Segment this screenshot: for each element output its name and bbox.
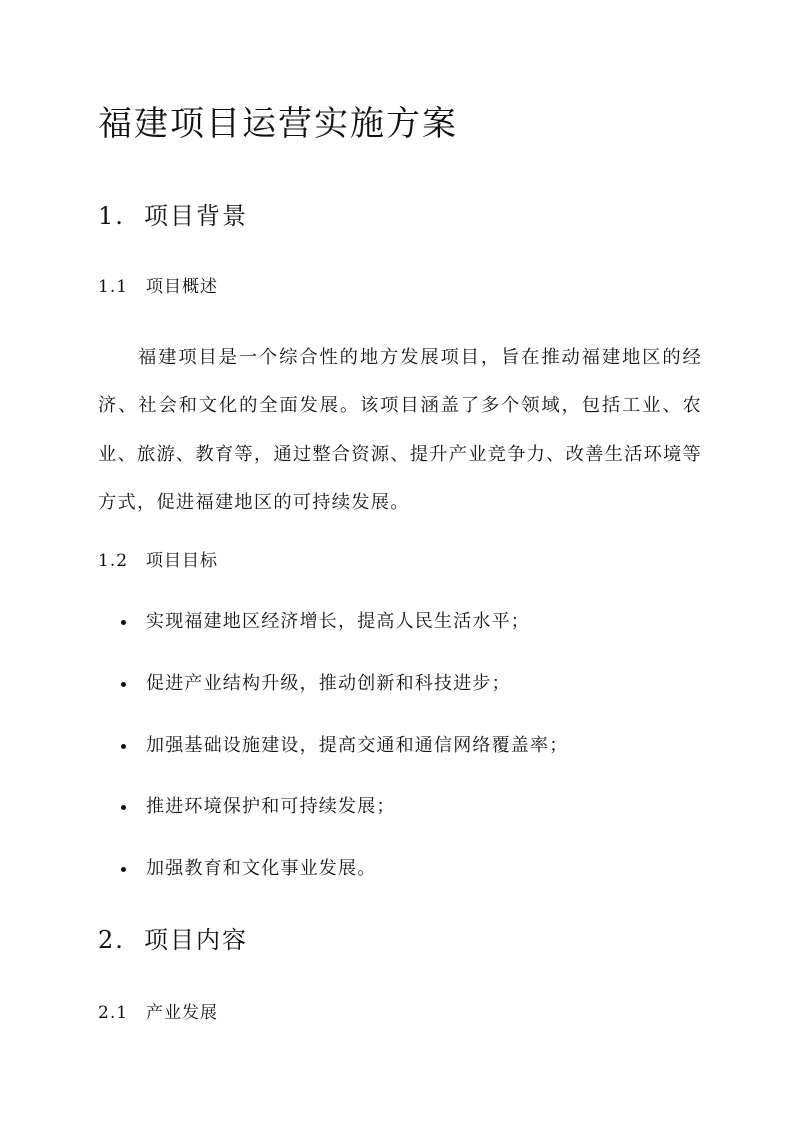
section-heading-project-background [98, 196, 248, 231]
list-item [98, 728, 568, 790]
subsection-title: 项目目标 [146, 551, 218, 571]
list-item-text: 加强基础设施建设，提高交通和通信网络覆盖率； [146, 734, 569, 756]
list-item [98, 604, 568, 666]
section-number: 2. [98, 926, 125, 954]
list-item [98, 789, 568, 851]
bullet-dot-icon [121, 867, 126, 872]
list-item-text: 促进产业结构升级，推动创新和科技进步； [146, 672, 511, 694]
bullet-dot-icon [121, 682, 126, 687]
bullet-dot-icon [121, 744, 126, 749]
subsection-number: 1.2 [98, 551, 129, 571]
document-title: 福建项目运营实施方案 [98, 104, 458, 144]
list-item-text: 加强教育和文化事业发展。 [146, 858, 377, 880]
list-item-text: 实现福建地区经济增长，提高人民生活水平； [146, 611, 530, 632]
list-item-text: 推进环境保护和可持续发展； [146, 796, 396, 818]
section-title: 项目内容 [144, 926, 248, 954]
bullet-dot-icon [121, 620, 126, 625]
subsection-heading-objectives [98, 546, 218, 571]
subsection-number: 2.1 [98, 1003, 129, 1023]
section-heading-project-content [98, 920, 248, 955]
list-item [98, 666, 568, 728]
section-title: 项目背景 [144, 202, 248, 230]
subsection-title: 项目概述 [146, 277, 218, 297]
objectives-list [98, 604, 568, 913]
subsection-heading-industry-development [98, 998, 218, 1023]
subsection-heading-overview [98, 272, 218, 297]
overview-paragraph: 福建项目是一个综合性的地方发展项目，旨在推动福建地区的经济、社会和文化的全面发展。该项目涵盖了多个领域，包括工业、农业、旅游、教育等，通过整合资源、提升产业竞争力、改善生活环境等方式，促进福建地区的可持续发展。 [98, 347, 702, 513]
subsection-title: 产业发展 [146, 1003, 218, 1023]
subsection-number: 1.1 [98, 277, 129, 297]
bullet-dot-icon [121, 805, 126, 810]
section-number: 1. [98, 202, 125, 230]
list-item [98, 851, 568, 913]
